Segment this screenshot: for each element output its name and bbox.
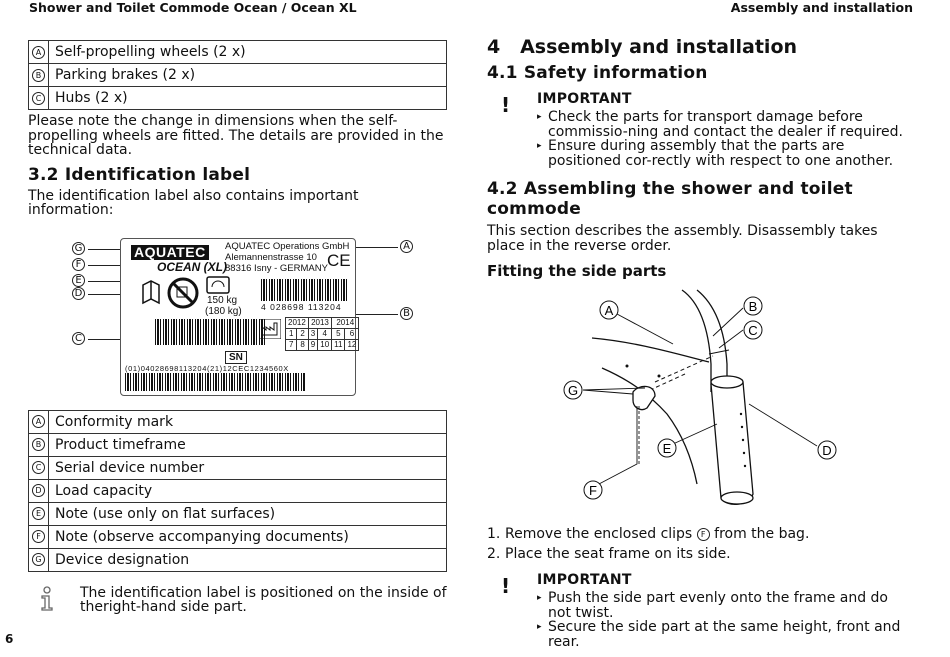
diagram-callout-f xyxy=(584,481,602,499)
diagram-label: F xyxy=(589,483,597,498)
serial-code: (01)04028698113204(21)12CEC1234560X xyxy=(125,363,289,373)
book-icon xyxy=(143,281,159,303)
section-title-3-2: 3.2 Identification label xyxy=(28,164,251,185)
month-cell: 9 xyxy=(308,339,317,350)
section-intro: The identification label also contains important information: xyxy=(28,187,359,218)
table-row xyxy=(29,87,447,110)
safety-list xyxy=(537,110,912,168)
info-note-text: The identification label is positioned on the inside of theright-hand side part. xyxy=(80,584,447,615)
load-capacity-xl: (180 kg) xyxy=(205,305,242,317)
diagram-callout-e xyxy=(658,439,676,457)
manufacturer-street: Alemannenstrasse 10 xyxy=(225,251,317,263)
important-label: IMPORTANT xyxy=(537,91,632,107)
callout-g-icon: G xyxy=(32,553,45,566)
list-item xyxy=(487,544,912,564)
callout-d-icon: D xyxy=(32,484,45,497)
month-cell: 3 xyxy=(308,328,317,339)
production-timeframe-table xyxy=(285,317,359,351)
month-cell: 2 xyxy=(297,328,308,339)
page-number: 6 xyxy=(5,632,14,646)
list-item: ▸ Secure the side part at the same height, front and rear. xyxy=(537,620,912,649)
section-intro: This section describes the assembly. Disassembly takes place in the reverse order. xyxy=(487,223,878,254)
callout-e-icon: E xyxy=(72,274,85,287)
callout-d-icon: D xyxy=(72,287,85,300)
month-cell: 6 xyxy=(345,328,359,339)
dimension-note: Please note the change in dimensions when the self-propelling wheels are fitted. The details are provided in the technical data. xyxy=(28,113,444,158)
factory-icon xyxy=(259,319,281,339)
weight-scale-icon xyxy=(207,277,229,293)
legend-text: Product timeframe xyxy=(49,433,447,456)
callout-e-icon: E xyxy=(32,507,45,520)
list-item: ▸ Ensure during assembly that the parts are positioned cor-rectly with respect to one another. xyxy=(537,139,912,168)
info-note xyxy=(28,586,448,626)
diagram-label: D xyxy=(822,443,832,458)
table-row xyxy=(29,548,447,571)
callout-f-icon: F xyxy=(697,528,710,541)
month-cell: 12 xyxy=(345,339,359,350)
month-cell: 7 xyxy=(286,339,297,350)
left-column xyxy=(28,40,448,626)
section-title-4-2: 4.2 Assembling the shower and toilet commode xyxy=(487,179,853,219)
step-number: 2. xyxy=(487,546,501,562)
legend-text: Note (observe accompanying documents) xyxy=(49,525,447,548)
final-list xyxy=(537,591,912,649)
diagram-callout-b xyxy=(744,297,762,315)
diagram-callout-g xyxy=(564,381,582,399)
right-column xyxy=(487,36,912,649)
legend-text: Device designation xyxy=(49,548,447,571)
diagram-label: A xyxy=(604,303,614,318)
brand-logo: AQUATEC xyxy=(131,245,209,260)
step-text: Place the seat frame on its side. xyxy=(505,546,731,562)
diagram-label: C xyxy=(748,323,758,338)
list-item: ▸ Check the parts for transport damage before commissio-ning and contact the dealer if required. xyxy=(537,110,912,139)
legend-text: Serial device number xyxy=(49,456,447,479)
ce-mark: CE xyxy=(327,250,351,270)
legend-text: Load capacity xyxy=(49,479,447,502)
callout-c-icon: C xyxy=(32,461,45,474)
udi-barcode xyxy=(155,319,267,345)
model-designation: OCEAN (XL) xyxy=(157,259,227,274)
year-cell: 2012 xyxy=(286,317,309,328)
step-number: 1. xyxy=(487,526,501,542)
serial-number-mark: SN xyxy=(225,351,247,364)
month-cell: 5 xyxy=(332,328,345,339)
table-row xyxy=(29,410,447,433)
serial-barcode xyxy=(125,373,305,391)
callout-g-icon: G xyxy=(72,242,85,255)
month-cell: 11 xyxy=(332,339,345,350)
ean-barcode xyxy=(261,279,347,301)
callout-f-icon: F xyxy=(32,530,45,543)
no-slope-icon xyxy=(169,279,197,307)
diagram-callout-d xyxy=(818,441,836,459)
year-cell: 2013 xyxy=(308,317,331,328)
info-icon xyxy=(38,586,56,612)
legend-text: Conformity mark xyxy=(49,410,447,433)
callout-c-icon: C xyxy=(32,92,45,105)
important-notice-2 xyxy=(487,572,912,649)
month-cell: 1 xyxy=(286,328,297,339)
legend-text: Self-propelling wheels (2 x) xyxy=(49,41,447,64)
legend-text: Parking brakes (2 x) xyxy=(49,64,447,87)
table-row xyxy=(29,433,447,456)
running-header-section: Assembly and installation xyxy=(730,0,913,15)
callout-b-icon: B xyxy=(32,438,45,451)
year-cell: 2014 xyxy=(332,317,359,328)
callout-c-icon: C xyxy=(72,332,85,345)
legend-text: Hubs (2 x) xyxy=(49,87,447,110)
important-label: IMPORTANT xyxy=(537,572,632,588)
table-row xyxy=(29,456,447,479)
legend-text: Note (use only on flat surfaces) xyxy=(49,502,447,525)
wheel-legend-table xyxy=(28,40,447,110)
diagram-label: E xyxy=(662,441,672,456)
manufacturer-city: 88316 Isny - GERMANY xyxy=(225,262,328,274)
table-row xyxy=(29,64,447,87)
table-row xyxy=(29,479,447,502)
side-part-assembly-diagram xyxy=(487,284,912,524)
subsection-title: Fitting the side parts xyxy=(487,262,667,280)
callout-f-icon: F xyxy=(72,258,85,271)
list-item xyxy=(487,524,912,544)
table-row xyxy=(29,502,447,525)
callout-a-icon: A xyxy=(400,240,413,253)
diagram-callout-c xyxy=(744,321,762,339)
manufacturer-name: AQUATEC Operations GmbH xyxy=(225,240,350,252)
callout-a-icon: A xyxy=(32,46,45,59)
diagram-label: B xyxy=(748,299,758,314)
ean-number: 4 028698 113204 xyxy=(261,301,342,312)
diagram-callout-a xyxy=(600,301,618,319)
step-text-end: from the bag. xyxy=(709,526,810,542)
callout-a-icon: A xyxy=(32,415,45,428)
diagram-label: G xyxy=(567,383,579,398)
table-row xyxy=(29,525,447,548)
month-cell: 8 xyxy=(297,339,308,350)
identification-label xyxy=(120,238,356,396)
list-item: ▸ Push the side part evenly onto the frame and do not twist. xyxy=(537,591,912,620)
callout-b-icon: B xyxy=(32,69,45,82)
table-row xyxy=(29,41,447,64)
identification-label-figure xyxy=(28,224,448,404)
month-cell: 10 xyxy=(318,339,332,350)
label-legend-table xyxy=(28,410,447,572)
running-header-title: Shower and Toilet Commode Ocean / Ocean XL xyxy=(29,0,357,15)
assembly-steps xyxy=(487,524,912,564)
step-text: Remove the enclosed clips xyxy=(505,526,697,542)
chapter-title: 4 Assembly and installation xyxy=(487,36,798,58)
important-notice xyxy=(487,91,912,168)
exclamation-icon: ! xyxy=(501,574,511,598)
section-title-4-1: 4.1 Safety information xyxy=(487,63,708,83)
month-cell: 4 xyxy=(318,328,332,339)
load-capacity: 150 kg xyxy=(207,294,238,306)
exclamation-icon: ! xyxy=(501,93,511,117)
callout-b-icon: B xyxy=(400,307,413,320)
